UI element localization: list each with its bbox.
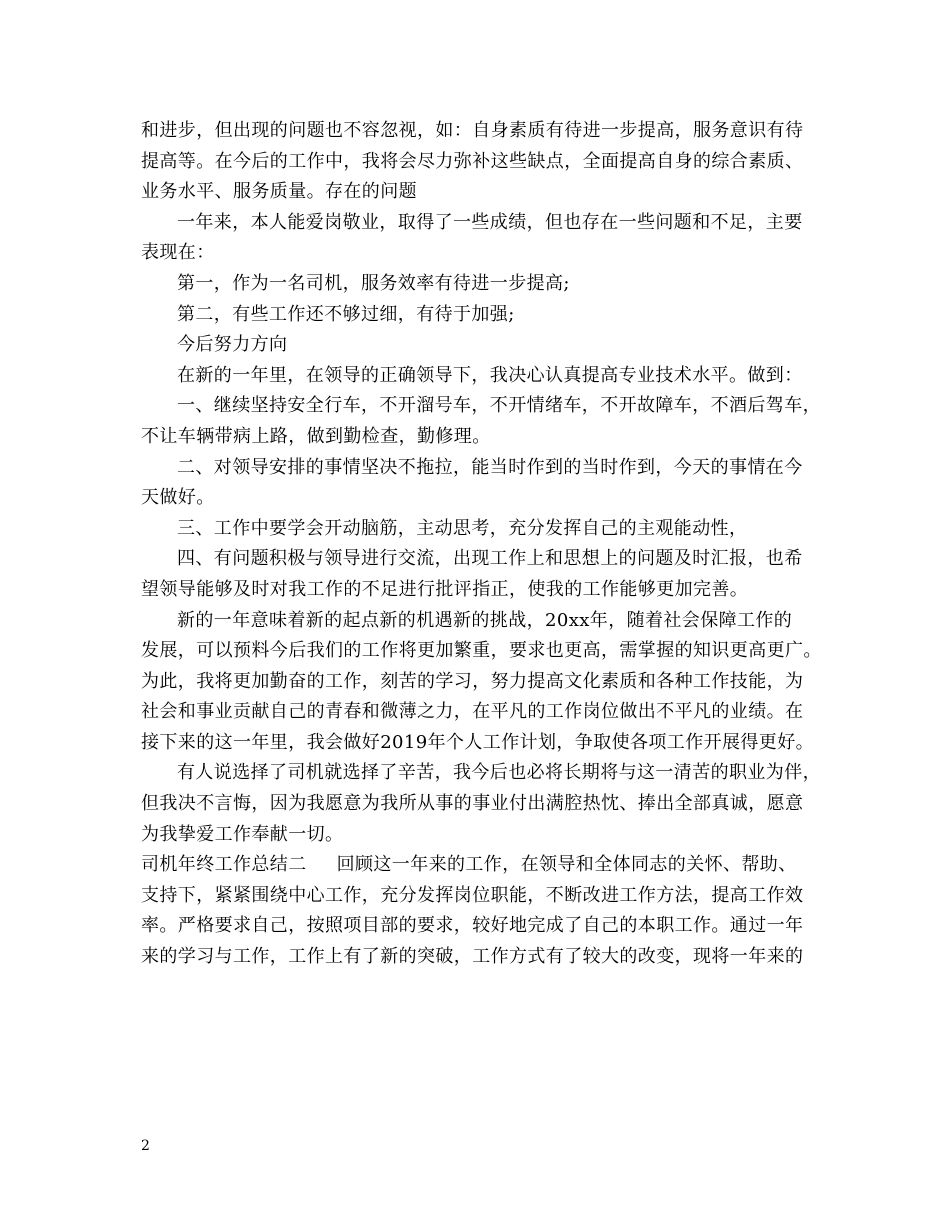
text-line (141, 728, 821, 759)
text-line (141, 636, 821, 667)
line-text: 四、有问题积极与领导进行交流，出现工作上和思想上的问题及时汇报，也希 (177, 548, 803, 570)
line-text: 发展，可以预料今后我们的工作将更加繁重，要求也更高，需掌握的知识更高更广。 (141, 640, 822, 662)
text-line (141, 238, 821, 269)
line-text: 表现在： (141, 242, 215, 264)
line-text: 和进步，但出现的问题也不容忽视，如：自身素质有待进一步提高，服务意识有待 (141, 120, 804, 141)
text-line (141, 789, 821, 820)
text-line (141, 116, 821, 147)
line-text: 为此，我将更加勤奋的工作，刻苦的学习，努力提高文化素质和各种工作技能，为 (141, 670, 804, 692)
text-line (141, 269, 821, 300)
text-line (141, 820, 821, 851)
line-text: 业务水平、服务质量。存在的问题 (141, 181, 417, 203)
section-heading: 司机年终工作总结二 (141, 854, 307, 876)
line-text: 率。严格要求自己，按照项目部的要求，较好地完成了自己的本职工作。通过一年 (141, 915, 804, 937)
line-text: 望领导能够及时对我工作的不足进行批评指正，使我的工作能够更加完善。 (141, 578, 749, 600)
text-line (141, 300, 821, 331)
text-line (141, 422, 821, 453)
page-number: 2 (141, 1138, 150, 1154)
text-line (141, 177, 821, 208)
text-line (141, 147, 821, 178)
line-text: 第一，作为一名司机，服务效率有待进一步提高; (177, 272, 570, 294)
line-text: 新的一年意味着新的起点新的机遇新的挑战，20xx年，随着社会保障工作的 (177, 609, 793, 631)
text-line (141, 361, 821, 392)
text-line (141, 606, 821, 637)
text-line (141, 575, 821, 606)
line-text: 回顾这一年来的工作，在领导和全体同志的关怀、帮助、 (336, 854, 797, 876)
line-text: 不让车辆带病上路，做到勤检查，勤修理。 (141, 425, 491, 447)
text-line (141, 942, 821, 973)
line-text: 接下来的这一年里，我会做好2019年个人工作计划，争取使各项工作开展得更好。 (141, 731, 815, 753)
text-line (141, 453, 821, 484)
line-text: 为我挚爱工作奉献一切。 (141, 823, 344, 845)
text-line (141, 697, 821, 728)
text-line (141, 391, 821, 422)
line-text: 有人说选择了司机就选择了辛苦，我今后也必将长期将与这一清苦的职业为伴， (177, 762, 821, 784)
text-line (141, 881, 821, 912)
line-text: 一、继续坚持安全行车，不开溜号车，不开情绪车，不开故障车，不酒后驾车， (177, 395, 821, 417)
line-text: 二、对领导安排的事情坚决不拖拉，能当时作到的当时作到，今天的事情在今 (177, 456, 803, 478)
line-text: 天做好。 (141, 487, 215, 509)
document-body (141, 116, 821, 973)
line-text: 提高等。在今后的工作中，我将会尽力弥补这些缺点，全面提高自身的综合素质、 (141, 150, 804, 172)
text-line (141, 850, 821, 881)
line-text: 支持下，紧紧围绕中心工作，充分发挥岗位职能，不断改进工作方法，提高工作效 (141, 884, 804, 906)
text-line (141, 208, 821, 239)
line-text: 社会和事业贡献自己的青春和微薄之力，在平凡的工作岗位做出不平凡的业绩。在 (141, 701, 804, 723)
line-text: 一年来，本人能爱岗敬业，取得了一些成绩，但也存在一些问题和不足，主要 (177, 211, 803, 233)
text-line (141, 911, 821, 942)
text-line (141, 758, 821, 789)
line-text: 今后努力方向 (177, 334, 288, 356)
line-text: 在新的一年里，在领导的正确领导下，我决心认真提高专业技术水平。做到： (177, 364, 803, 386)
line-text: 第二，有些工作还不够过细，有待于加强; (177, 303, 515, 325)
text-line (141, 483, 821, 514)
text-line (141, 330, 821, 361)
line-text: 三、工作中要学会开动脑筋，主动思考，充分发挥自己的主观能动性， (177, 517, 748, 539)
line-text: 来的学习与工作，工作上有了新的突破，工作方式有了较大的改变，现将一年来的 (141, 946, 804, 968)
text-line (141, 667, 821, 698)
text-line (141, 514, 821, 545)
text-line (141, 544, 821, 575)
line-text: 但我决不言悔，因为我愿意为我所从事的事业付出满腔热忱、捧出全部真诚，愿意 (141, 793, 804, 815)
